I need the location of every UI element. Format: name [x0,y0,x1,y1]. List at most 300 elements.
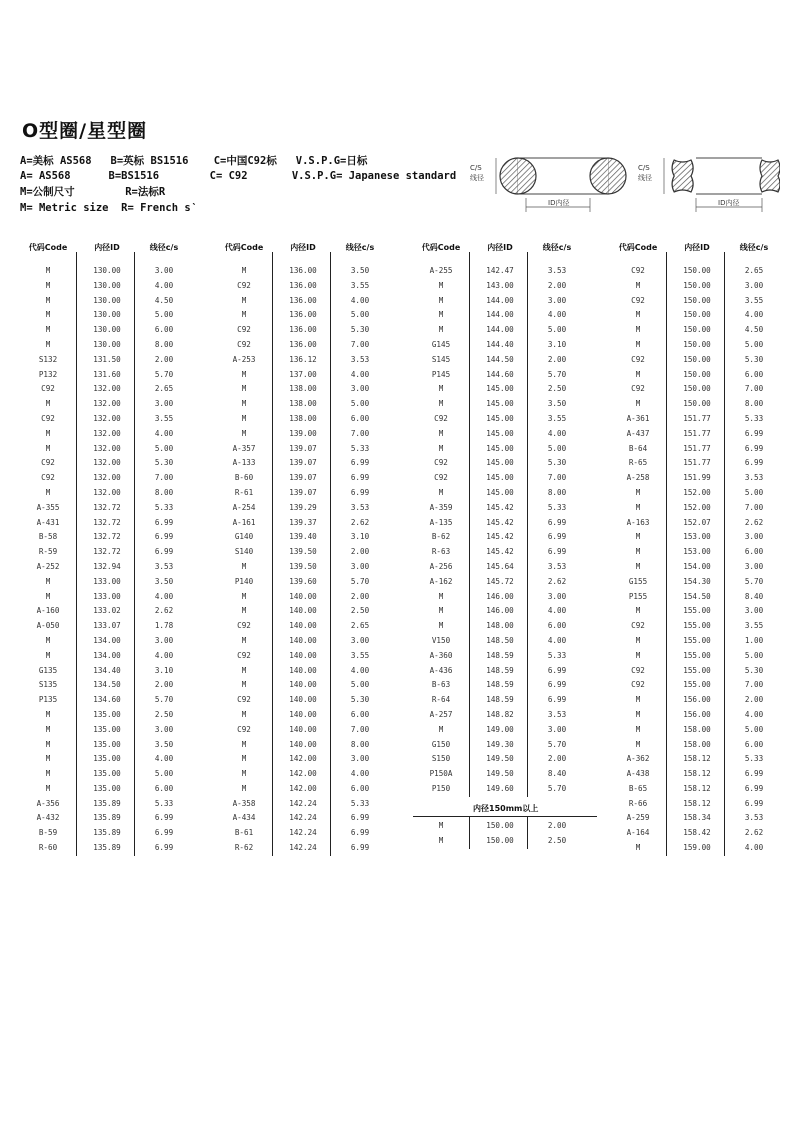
id-cell: 136.00 [289,325,317,335]
cs-cell: 2.00 [350,547,370,557]
id-cell: 151.99 [683,473,711,483]
cs-cell: 6.99 [547,665,567,675]
id-cell: 149.50 [486,754,514,764]
cs-cell: 2.62 [350,517,370,527]
table-row [16,649,206,664]
header-code: 代码Code [421,243,461,252]
code-cell: B-59 [38,828,58,838]
table-row [212,501,402,516]
id-cell: 150.00 [683,310,711,320]
cs-cell: 4.00 [547,606,567,616]
table-row [16,619,206,634]
id-cell: 135.89 [93,843,121,853]
header-code: 代码Code [28,243,68,252]
code-cell: G145 [431,339,451,349]
cs-cell: 2.62 [154,606,174,616]
cs-cell: 5.00 [154,310,174,320]
cs-cell: 7.00 [744,384,764,394]
code-cell: M [45,339,51,349]
cs-cell: 8.40 [547,769,567,779]
id-cell: 135.00 [93,724,121,734]
id-cell: 139.07 [289,443,317,453]
code-cell: M [45,325,51,335]
code-cell: M [635,369,641,379]
cs-cell: 4.00 [154,280,174,290]
cs-cell: 4.00 [154,650,174,660]
table-row [606,353,793,368]
id-cell: 151.77 [683,413,711,423]
cs-cell: 6.99 [154,532,174,542]
table-row [409,516,599,531]
header-cs: 线径c/s [739,243,769,252]
id-cell: 149.50 [486,769,514,779]
table-row [16,708,206,723]
cs-cell: 5.33 [154,502,174,512]
cs-cell: 3.50 [350,266,370,275]
code-cell: A-162 [429,576,453,586]
table-row [606,590,793,605]
code-cell: B-62 [431,532,451,542]
table-row [606,323,793,338]
code-cell: P150A [429,769,453,779]
code-cell: M [241,428,247,438]
table-row [606,826,793,841]
id-cell: 151.77 [683,428,711,438]
table-row [16,442,206,457]
code-cell: M [45,266,51,275]
code-cell: M [438,724,444,734]
code-cell: A-164 [626,828,650,838]
cs-cell: 5.70 [744,576,764,586]
code-cell: C92 [631,621,645,631]
cs-cell: 3.00 [350,384,370,394]
id-cell: 145.00 [486,428,514,438]
code-cell: G135 [38,665,58,675]
table-row [212,619,402,634]
code-cell: M [241,769,247,779]
table-row [409,767,599,782]
table-row [212,279,402,294]
table-header [16,240,206,254]
code-cell: M [241,754,247,764]
code-cell: M [45,739,51,749]
table-row [606,294,793,309]
id-cell: 149.30 [486,739,514,749]
code-cell: M [45,487,51,497]
id-cell: 134.00 [93,650,121,660]
id-cell: 158.34 [683,813,711,823]
table-row [606,841,793,856]
code-cell: M [438,310,444,320]
table-row [409,264,599,279]
table-row [16,738,206,753]
table-row [212,767,402,782]
code-cell: R-62 [234,843,254,853]
code-cell: M [241,399,247,409]
id-cell: 151.77 [683,458,711,468]
cs-cell: 3.53 [350,354,370,364]
header-cs: 线径c/s [345,243,375,252]
code-cell: A-255 [429,266,453,275]
code-cell: M [241,591,247,601]
code-cell: R-66 [628,798,648,808]
table-row [212,308,402,323]
cs-cell: 4.00 [350,665,370,675]
id-cell: 145.72 [486,576,514,586]
cs-cell: 3.00 [154,266,174,275]
id-cell: 154.00 [683,561,711,571]
id-cell: 155.00 [683,650,711,660]
cs-cell: 3.00 [350,635,370,645]
cs-cell: 3.55 [350,280,370,290]
table-row [212,427,402,442]
code-cell: M [438,487,444,497]
id-cell: 135.00 [93,769,121,779]
cs-cell: 6.00 [350,413,370,423]
cs-cell: 3.53 [154,561,174,571]
id-cell: 130.00 [93,339,121,349]
id-cell: 130.00 [93,310,121,320]
cs-cell: 2.50 [154,709,174,719]
cs-cell: 3.53 [547,561,567,571]
id-cell: 145.42 [486,517,514,527]
cs-cell: 3.50 [154,576,174,586]
id-cell: 139.50 [289,547,317,557]
id-cell: 139.50 [289,561,317,571]
table-row [16,294,206,309]
id-cell: 132.00 [93,399,121,409]
code-cell: M [635,280,641,290]
code-cell: M [45,635,51,645]
id-cell: 150.00 [683,399,711,409]
table-row [16,427,206,442]
table-row [16,723,206,738]
id-cell: 150.00 [486,835,514,845]
table-row [409,649,599,664]
id-cell: 158.12 [683,769,711,779]
code-cell: M [241,665,247,675]
id-cell: 148.59 [486,680,514,690]
code-cell: M [635,650,641,660]
id-cell: 158.00 [683,739,711,749]
cs-cell: 6.99 [547,517,567,527]
table-row [16,308,206,323]
code-cell: M [45,310,51,320]
table-row [16,486,206,501]
header-id: 内径ID [487,243,513,252]
cs-cell: 5.70 [547,783,567,793]
cs-cell: 3.00 [744,532,764,542]
cs-cell: 5.00 [547,325,567,335]
cs-cell: 5.30 [350,325,370,335]
code-cell: B-63 [431,680,451,690]
table-row [606,649,793,664]
table-row [409,634,599,649]
code-cell: A-436 [429,665,453,675]
cs-cell: 8.00 [154,487,174,497]
page-title: O型圈/星型圈 [22,120,148,142]
table-header [409,240,599,254]
table-row [16,560,206,575]
id-cell: 150.00 [683,280,711,290]
id-cell: 144.00 [486,295,514,305]
id-cell: 155.00 [683,606,711,616]
table-row [16,604,206,619]
size-table [16,240,780,880]
id-cell: 140.00 [289,680,317,690]
code-cell: A-360 [429,650,453,660]
table-row [16,841,206,856]
cs-cell: 3.00 [744,280,764,290]
table-row [409,560,599,575]
table-row [16,811,206,826]
cs-cell: 3.00 [547,591,567,601]
table-row [409,604,599,619]
id-cell: 136.00 [289,310,317,320]
subheader-rule [413,816,597,817]
cs-cell: 4.00 [350,295,370,305]
table-row [606,664,793,679]
cs-cell: 4.00 [350,769,370,779]
table-row [606,516,793,531]
code-cell: P145 [431,369,451,379]
cs-cell: 3.53 [744,813,764,823]
table-row [16,797,206,812]
code-cell: M [438,443,444,453]
cs-cell: 5.00 [350,399,370,409]
id-cell: 158.12 [683,798,711,808]
cs-cell: 2.62 [547,576,567,586]
cs-cell: 6.99 [350,458,370,468]
table-row [212,442,402,457]
id-cell: 140.00 [289,621,317,631]
table-row [409,834,599,849]
id-cell: 140.00 [289,724,317,734]
svg-text:线径: 线径 [638,174,652,182]
code-cell: A-135 [429,517,453,527]
cs-cell: 3.00 [154,724,174,734]
table-row [212,338,402,353]
table-row [212,634,402,649]
table-row [409,619,599,634]
id-cell: 148.50 [486,635,514,645]
table-row [606,708,793,723]
id-cell: 134.60 [93,695,121,705]
cs-cell: 2.62 [744,517,764,527]
code-cell: M [635,709,641,719]
table-row [212,604,402,619]
table-row [606,782,793,797]
cs-cell: 6.00 [350,783,370,793]
cs-cell: 3.00 [744,606,764,616]
code-cell: C92 [237,325,251,335]
svg-text:C/S: C/S [638,164,650,172]
id-cell: 140.00 [289,695,317,705]
id-cell: 142.00 [289,783,317,793]
code-cell: C92 [41,473,55,483]
cs-cell: 2.50 [350,606,370,616]
cs-cell: 2.00 [154,354,174,364]
code-cell: M [635,635,641,645]
id-cell: 139.40 [289,532,317,542]
table-row [606,634,793,649]
table-row [606,442,793,457]
code-cell: M [438,399,444,409]
cs-cell: 6.99 [154,813,174,823]
cs-cell: 5.33 [350,443,370,453]
table-row [409,353,599,368]
cs-cell: 2.00 [744,695,764,705]
code-cell: A-358 [232,798,256,808]
table-row [409,397,599,412]
cs-cell: 5.00 [744,650,764,660]
id-cell: 158.12 [683,754,711,764]
cs-cell: 6.99 [744,458,764,468]
code-cell: M [438,280,444,290]
code-cell: B-60 [234,473,254,483]
id-cell: 150.00 [683,295,711,305]
cs-cell: 4.00 [547,428,567,438]
code-cell: M [438,428,444,438]
cs-cell: 3.10 [350,532,370,542]
cs-cell: 7.00 [154,473,174,483]
cs-cell: 7.00 [744,680,764,690]
id-label: ID内径 [548,199,570,207]
id-cell: 145.64 [486,561,514,571]
table-group [16,240,206,880]
legend-line-4: M= Metric size R= French s‵ [20,202,198,214]
code-cell: C92 [631,384,645,394]
id-cell: 145.00 [486,487,514,497]
table-row [409,678,599,693]
code-cell: P155 [628,591,648,601]
table-row [16,368,206,383]
cs-cell: 8.40 [744,591,764,601]
id-cell: 151.77 [683,443,711,453]
id-cell: 143.00 [486,280,514,290]
code-cell: M [635,325,641,335]
table-row [606,486,793,501]
header-id: 内径ID [684,243,710,252]
cs-cell: 5.00 [744,339,764,349]
table-row [606,560,793,575]
cs-cell: 7.00 [350,339,370,349]
cs-cell: 3.00 [154,635,174,645]
id-cell: 132.72 [93,502,121,512]
id-cell: 142.24 [289,843,317,853]
cs-cell: 2.65 [350,621,370,631]
table-row [212,530,402,545]
code-cell: P140 [234,576,254,586]
cs-cell: 5.30 [744,665,764,675]
id-cell: 132.00 [93,428,121,438]
table-row [16,264,206,279]
cs-cell: 3.55 [744,295,764,305]
table-row [409,530,599,545]
table-row [606,797,793,812]
id-cell: 132.00 [93,413,121,423]
cs-cell: 3.10 [547,339,567,349]
cs-cell: 6.99 [744,783,764,793]
code-cell: P150 [431,783,451,793]
code-cell: C92 [237,724,251,734]
cs-cell: 6.99 [744,798,764,808]
star-ring-icon [638,158,780,212]
cs-cell: 4.00 [744,843,764,853]
table-row [409,819,599,834]
code-cell: A-356 [36,798,60,808]
code-cell: A-259 [626,813,650,823]
table-row [606,397,793,412]
table-row [606,338,793,353]
id-cell: 130.00 [93,280,121,290]
id-cell: 142.47 [486,266,514,275]
table-row [606,752,793,767]
table-row [409,545,599,560]
id-cell: 130.00 [93,266,121,275]
table-row [16,382,206,397]
cs-cell: 8.00 [547,487,567,497]
id-cell: 145.00 [486,399,514,409]
cs-cell: 7.00 [350,724,370,734]
id-cell: 134.50 [93,680,121,690]
code-cell: M [635,724,641,734]
id-cell: 132.00 [93,458,121,468]
cs-cell: 5.70 [154,369,174,379]
table-group [606,240,793,880]
cs-cell: 8.00 [744,399,764,409]
table-row [606,368,793,383]
id-cell: 131.50 [93,354,121,364]
header-id: 内径ID [94,243,120,252]
table-row [212,368,402,383]
code-cell: M [241,606,247,616]
cs-cell: 5.00 [350,310,370,320]
cs-cell: 5.30 [744,354,764,364]
cs-cell: 1.78 [154,621,174,631]
code-cell: M [438,591,444,601]
cs-cell: 7.00 [350,428,370,438]
code-cell: M [635,843,641,853]
table-row [212,575,402,590]
code-cell: S145 [431,354,451,364]
code-cell: C92 [237,650,251,660]
cs-cell: 3.00 [350,561,370,571]
table-header [212,240,402,254]
code-cell: P135 [38,695,58,705]
id-cell: 140.00 [289,606,317,616]
code-cell: G150 [431,739,451,749]
cs-cell: 4.00 [744,310,764,320]
table-row [606,382,793,397]
id-cell: 145.42 [486,532,514,542]
code-cell: S132 [38,354,58,364]
cs-cell: 3.53 [744,473,764,483]
code-cell: M [241,413,247,423]
cs-cell: 2.00 [350,591,370,601]
table-row [606,767,793,782]
table-row [409,323,599,338]
id-cell: 150.00 [683,354,711,364]
code-cell: C92 [631,295,645,305]
id-cell: 140.00 [289,591,317,601]
code-cell: M [45,443,51,453]
id-cell: 139.29 [289,502,317,512]
code-cell: M [635,695,641,705]
header-id: 内径ID [290,243,316,252]
table-row [606,545,793,560]
id-cell: 145.00 [486,443,514,453]
